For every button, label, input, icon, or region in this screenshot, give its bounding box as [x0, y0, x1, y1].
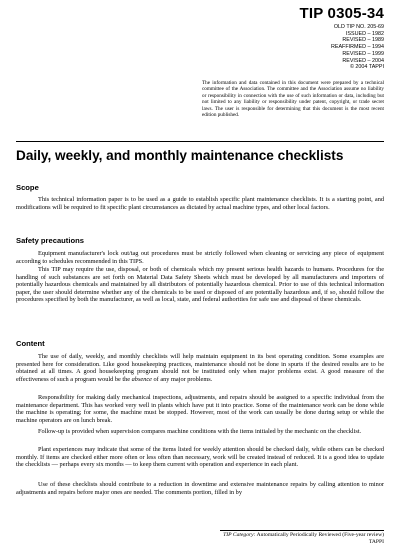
history-line: ISSUED – 1982: [345, 30, 384, 37]
history-line: © 2004 TAPPI: [349, 64, 384, 71]
category-value: Automatically Periodically Reviewed (Five-year review): [256, 532, 384, 538]
content-paragraph: Use of these checklists should contribute to a reduction in downtime and extensive maintenance repairs by calling attention to minor adjustments and repairs before major ones are needed. The comments portion, filled in by: [16, 481, 384, 496]
history-line: REVISED – 1999: [342, 50, 384, 57]
content-text: The use of daily, weekly, and monthly checklists will help maintain equipment in its best operating condition. Some examples are presented here for consideration. Like good housekeeping practices, maintenance should not be done in spurts if the desired results are to be obtained at all times. A good housekeeping program should not be instituted only when major problems exist. A good measure of the effectiveness of such a program would be the: [16, 353, 384, 383]
content-heading: Content: [16, 339, 45, 348]
content-paragraph: Responsibility for making daily mechanical inspections, adjustments, and repairs should be assigned to a specific individual from the maintenance department. This has worked very well in plants which have put it into practice. Some of the maintenance work can be done while the machine is operating; for some, the machine must be stopped. However, most of the work can usually be done during setup or while the machine operators are on lunch break.: [16, 394, 384, 424]
safety-paragraph: Equipment manufacturer's lock out/tag out procedures must be strictly followed when cleaning or servicing any piece of equipment according to schedules recommended in this TIPS.: [16, 250, 384, 265]
content-text: of any major problems.: [153, 375, 213, 383]
footer-rule: [220, 530, 384, 531]
safety-paragraph: This TIP may require the use, disposal, or both of chemicals which my present serious health hazards to humans. Procedures for the handling of such substances are set forth on Material Data Safety Sheets which must be developed by all manufacturers and importers of potentially hazardous chemicals and maintained by all distributors of potentially hazardous chemical. Prior to use of this technical information paper, the user should determine whether any of the chemicals to be used or disposed of are potentially hazardous and, if so, should follow the procedures specified by both the manufacturer, as well as local, state, and federal authorities for safe use and disposal of these chemicals.: [16, 266, 384, 304]
revision-history: [244, 24, 384, 71]
tip-number: TIP 0305-34: [299, 5, 384, 22]
emphasized-word: absence: [131, 375, 152, 383]
category-label: TIP Category:: [223, 532, 256, 538]
content-paragraph: Plant experiences may indicate that some of the items listed for weekly attention should be checked daily, while others can be checked monthly. If items are checked either more often or less often than necessary, work will be created instead of reduced. It is a good idea to update the checklists — perhaps every six months — to keep them current with operation and experience in each plant.: [16, 446, 384, 469]
history-line: REAFFIRMED – 1994: [330, 44, 384, 51]
content-paragraph: [16, 353, 384, 383]
history-line: REVISED – 1989: [342, 37, 384, 44]
footer: [223, 532, 384, 545]
history-line: REVISED – 2004: [342, 57, 384, 64]
document-title: Daily, weekly, and monthly maintenance checklists: [16, 148, 344, 163]
title-rule: [16, 141, 384, 142]
footer-org: TAPPI: [368, 538, 384, 545]
scope-paragraph: This technical information paper is to be used as a guide to establish specific plant maintenance checklists. It is a starting point, and modifications will be required to fit specific plant circumstances as dictated by actual machine types, and other local factors.: [16, 196, 384, 211]
scope-heading: Scope: [16, 183, 39, 192]
history-line: OLD TIP NO. 205-69: [333, 24, 384, 30]
disclaimer: The information and data contained in this document were prepared by a technical committee of the Association. The committee and the Association assume no liability or responsibility in connection with the use of such information or data, including but not limited to any liability or responsibility under patent, copyright, or trade secret laws. The user is responsible for determining that this document is the most recent edition published.: [202, 80, 384, 119]
content-paragraph: Follow-up is provided when supervision compares machine conditions with the items initialed by the mechanic on the checklist.: [38, 428, 362, 435]
safety-heading: Safety precautions: [16, 236, 84, 245]
